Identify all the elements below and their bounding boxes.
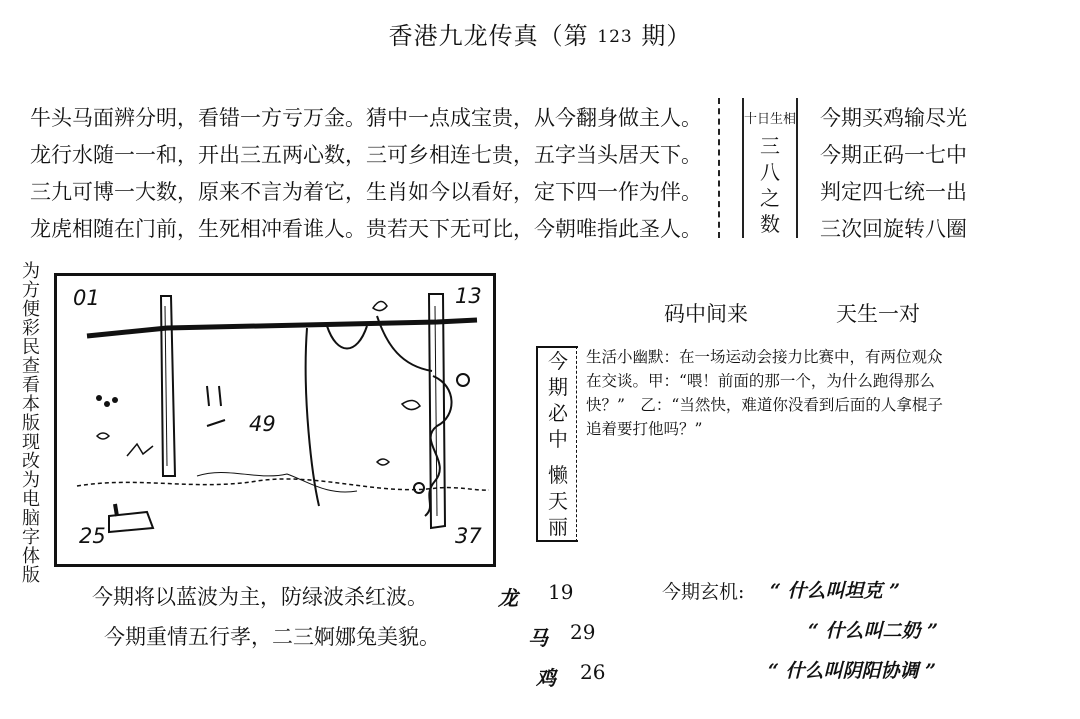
xuanji-label: 今期玄机: [662, 581, 745, 603]
riddle-text: “ 什么叫坦克 ” [770, 580, 901, 602]
notice-char: 看 [22, 375, 40, 396]
joke-text [586, 345, 1056, 441]
must-win-char: 今 [548, 349, 568, 373]
side-vertical-notice [18, 262, 44, 585]
poem-line: 三九可博一大数，原来不言为着它，生肖如今以看好，定下四一作为伴。 [30, 180, 702, 204]
five-elements-line: 今期重情五行孝，二三婀娜兔美貌。 [104, 625, 440, 649]
zodiac-box-header: 十日生相 [744, 112, 797, 127]
zodiac-box-char: 八 [760, 160, 780, 184]
prediction-line: 今期正码一七中 [820, 143, 967, 167]
notice-char: 脑 [22, 508, 40, 529]
zodiac-sign: 鸡 [536, 666, 556, 690]
riddle-illustration [54, 273, 496, 567]
notice-char: 方 [22, 280, 40, 301]
zodiac-box-char: 三 [760, 134, 780, 158]
dashed-divider [718, 98, 720, 238]
corner-number-top-left: 01 [73, 286, 100, 310]
notice-char: 字 [22, 527, 40, 548]
zodiac-box-char: 之 [760, 186, 780, 210]
must-win-char: 中 [548, 427, 568, 451]
must-win-char: 天 [548, 489, 568, 513]
zodiac-sign: 龙 [498, 586, 518, 610]
notice-char: 电 [22, 489, 40, 510]
title-suffix: 期） [641, 22, 692, 50]
notice-char: 改 [22, 451, 40, 472]
must-win-separator [576, 346, 577, 542]
poem-line: 牛头马面辨分明，看错一方亏万金。猜中一点成宝贵，从今翻身做主人。 [30, 106, 702, 130]
corner-number-bottom-left: 25 [79, 524, 106, 548]
corner-number-bottom-right: 37 [455, 524, 482, 548]
joke-line: 追着要打他吗？” [586, 420, 703, 438]
notice-char: 查 [22, 356, 40, 377]
zodiac-box-char: 数 [760, 212, 780, 236]
joke-line: 快？” 乙：“当然快，难道你没看到后面的人拿棍子 [586, 396, 943, 414]
notice-char: 民 [22, 337, 40, 358]
zodiac-sign: 马 [528, 626, 548, 650]
joke-line: 生活小幽默：在一场运动会接力比赛中，有两位观众 [586, 348, 943, 366]
notice-char: 版 [22, 413, 40, 434]
prediction-line: 三次回旋转八圈 [820, 217, 967, 241]
must-win-char: 必 [548, 401, 568, 425]
joke-line: 在交谈。甲：“喂！前面的那一个，为什么跑得那么 [586, 372, 935, 390]
page-title [0, 16, 1080, 51]
riddle-text: “ 什么叫二奶 ” [808, 620, 939, 642]
notice-char: 为 [22, 470, 40, 491]
middle-number: 49 [249, 412, 276, 436]
notice-char: 彩 [22, 318, 40, 339]
notice-char: 为 [22, 261, 40, 282]
prediction-line: 判定四七统一出 [820, 180, 967, 204]
must-win-box [536, 346, 578, 542]
heading-left: 码中间来 [664, 302, 748, 326]
zodiac-number: 29 [570, 620, 596, 644]
zodiac-number: 19 [548, 580, 574, 604]
wave-prediction: 今期将以蓝波为主，防绿波杀红波。 [92, 585, 428, 609]
riddle-text: “ 什么叫阴阳协调 ” [768, 660, 937, 682]
must-win-char: 懒 [548, 463, 568, 487]
must-win-char: 期 [548, 375, 568, 399]
zodiac-number: 26 [580, 660, 606, 684]
notice-char: 便 [22, 299, 40, 320]
zodiac-number-box [742, 98, 798, 238]
notice-char: 版 [22, 565, 40, 586]
notice-char: 现 [22, 432, 40, 453]
corner-number-top-right: 13 [455, 284, 482, 308]
prediction-lines [820, 100, 967, 248]
poem-block [30, 100, 702, 248]
notice-char: 体 [22, 546, 40, 567]
prediction-line: 今期买鸡输尽光 [820, 106, 967, 130]
must-win-char: 丽 [548, 515, 568, 539]
issue-number: 123 [597, 27, 633, 47]
poem-line: 龙虎相随在门前，生死相冲看谁人。贵若天下无可比，今朝唯指此圣人。 [30, 217, 702, 241]
heading-right: 天生一对 [836, 302, 920, 326]
title-prefix: 香港九龙传真（第 [388, 22, 589, 50]
poem-line: 龙行水随一一和，开出三五两心数，三可乡相连七贵，五字当头居天下。 [30, 143, 702, 167]
notice-char: 本 [22, 394, 40, 415]
